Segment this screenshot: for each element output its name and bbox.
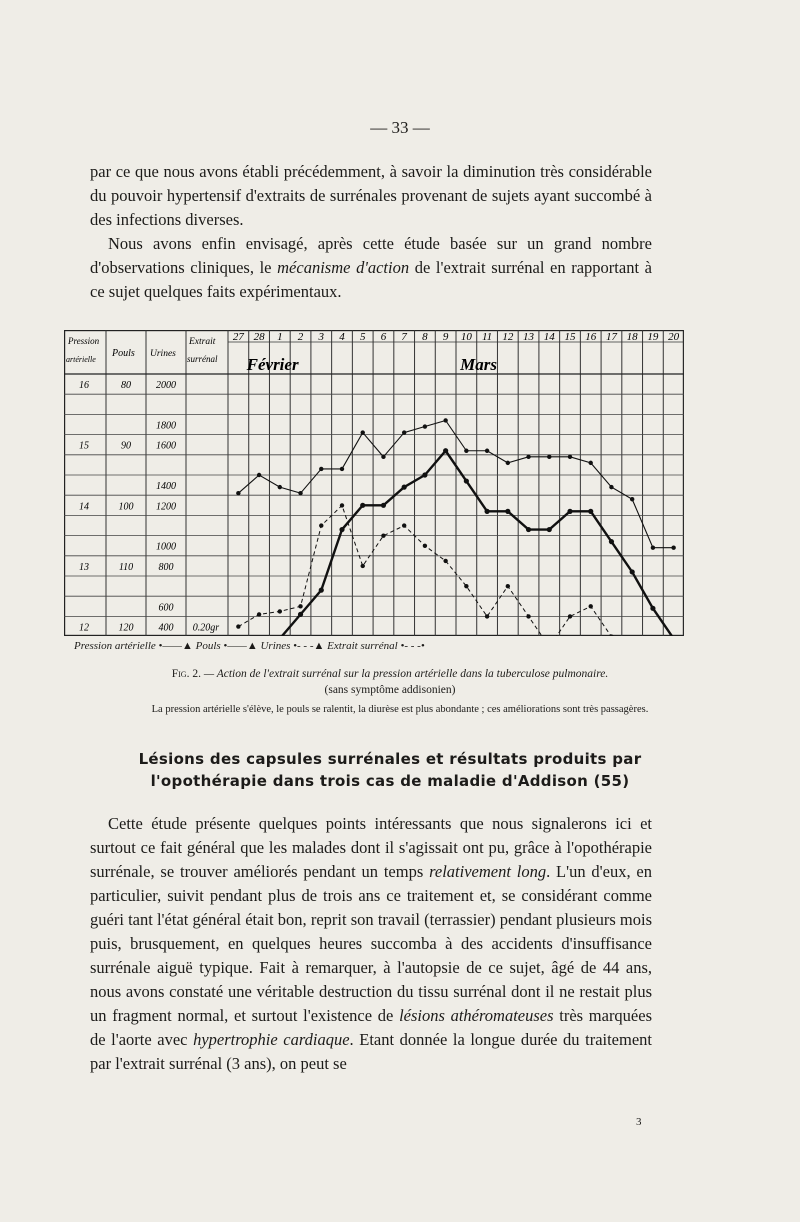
data-point [568,455,572,459]
section-heading: Lésions des capsules surrénales et résultats produits par l'opothérapie dans trois cas de maladie d'Addison (55) [138,750,642,790]
day-label: 10 [460,331,472,343]
data-point [443,559,447,563]
legend-urines: Urines [260,640,291,652]
day-label: 28 [253,331,265,343]
data-point [443,448,448,453]
data-point [505,509,510,514]
data-point [547,527,552,532]
data-point [589,461,593,465]
data-point [361,430,365,434]
data-point [547,455,551,459]
blood-pressure-chart [64,330,684,636]
paragraph-3-em1: relativement long [429,862,547,881]
footer-number: 3 [636,1116,642,1128]
data-point [589,604,593,608]
paragraph-2-b: de l'extrait surrénal en rapportant à ce sujet quelques faits expérimentaux. [90,258,652,301]
day-label: 4 [339,331,345,343]
data-point [485,449,489,453]
day-label: 20 [668,331,680,343]
data-point [298,491,302,495]
row-label-pression: 16 [79,380,89,392]
header-pression-2: artérielle [66,355,96,364]
data-point [319,467,323,471]
data-point [464,449,468,453]
figure-note: La pression artérielle s'élève, le pouls se ralentit, la diurèse est plus abondante ; ces améliorations sont très passagères. [151,704,649,715]
data-point [361,564,365,568]
row-label-pouls: 90 [121,440,131,452]
day-label: 1 [277,331,283,343]
day-label: 11 [481,331,493,343]
data-point [567,509,572,514]
data-point [381,503,386,508]
row-label-urines: 1400 [156,481,176,493]
row-label-pouls: 100 [118,501,134,513]
data-point [423,424,427,428]
data-point [506,461,510,465]
data-point [609,539,614,544]
header-urines: Urines [150,349,176,359]
figure-caption [70,668,710,680]
paragraph-1: par ce que nous avons établi précédemment, à savoir la diminution très considérable du pouvoir hypertensif d'extraits de surrénales provenant de sujets ayant succombé à des infections diverses. [90,162,652,229]
paragraph-3-b: . L'un d'eux, en particulier, suivit pendant plus de trois ans ce traitement et, se considérant comme guéri tant l'état général était bon, reprit son travail (terrassier) pendant plusieurs mois puis, brusquement, en quelques heures succomba à des accidents d'insuffisance surrénale aiguë typique. Fait à remarquer, à l'autopsie de ce sujet, âgé de 44 ans, nous avons constaté une véritable destruction du tissu surrénal dont il ne restait plus un fragment normal, et surtout l'existence de [90,862,652,1025]
data-point [381,534,385,538]
day-label: 9 [442,331,449,343]
data-point [630,497,634,501]
header-pression-1: Pression [68,336,100,346]
data-point [526,614,530,618]
figure-caption-sub: (sans symptôme addisonien) [324,684,456,696]
day-label: 15 [564,331,576,343]
row-label-extrait: 0.20gr [192,622,220,634]
day-label: 13 [523,331,535,343]
data-point [422,472,427,477]
header-extrait-2: surrénal [187,354,218,364]
data-point [630,569,635,574]
legend-pouls: Pouls [195,640,221,652]
day-label: 17 [605,331,617,343]
data-point [402,523,406,527]
row-label-urines: 1000 [156,541,176,553]
day-label: 16 [585,331,597,343]
day-label: 18 [626,331,638,343]
data-point [278,609,282,613]
legend-pression: Pression artérielle [74,640,156,652]
day-label: 8 [422,331,428,343]
data-point [298,604,302,608]
data-point [298,612,303,617]
day-label: 7 [401,331,407,343]
data-point [464,584,468,588]
data-point [402,485,407,490]
data-point [526,455,530,459]
data-point [360,503,365,508]
data-point [506,584,510,588]
row-label-pouls: 110 [118,561,134,573]
chart-legend: Pression artérielle •——▲ Pouls •——▲ Urines •- - -▲ Extrait surrénal •- - -• [74,640,425,652]
data-point [319,588,324,593]
data-point [319,523,323,527]
paragraph-2-em: mécanisme d'action [277,258,410,277]
row-label-urines: 1800 [156,420,176,432]
day-label: 19 [647,331,659,343]
paragraph-3-em2: lésions athéromateuses [399,1006,554,1025]
data-point [443,418,447,422]
paragraph-2-a: Nous avons enfin envisagé, après cette étude basée sur un grand nombre d'observations cliniques, le [90,234,652,277]
day-label: 5 [359,331,366,343]
data-point [568,614,572,618]
month-february: Février [246,355,299,374]
paragraph-3-c: très marquées de l'aorte avec [90,1006,653,1049]
header-extrait-1: Extrait [189,337,216,347]
day-label: 6 [380,331,387,343]
data-point [340,467,344,471]
row-label-urines: 2000 [156,380,176,392]
data-point [484,509,489,514]
legend-extrait: Extrait surrénal [327,640,398,652]
paragraph-2 [90,232,652,304]
data-point [651,546,655,550]
data-point [381,455,385,459]
header-pouls: Pouls [112,348,135,359]
row-label-pression: 13 [79,561,89,573]
day-label: 3 [318,331,325,343]
data-point [236,624,240,628]
paragraph-3 [90,812,652,1076]
row-label-urines: 800 [158,561,174,573]
row-label-pouls: 120 [118,622,134,634]
row-label-urines: 1200 [156,501,176,513]
data-point [257,612,261,616]
day-label: 14 [543,331,555,343]
data-point [402,430,406,434]
row-label-urines: 600 [158,602,174,614]
caption-label: Fig. 2. [171,668,201,680]
row-label-pression: 12 [79,622,89,634]
caption-text: — Action de l'extrait surrénal sur la pression artérielle dans la tuberculose pulmonaire. [200,668,609,680]
row-label-urines: 400 [158,622,174,634]
data-point [609,485,613,489]
data-point [526,527,531,532]
day-label: 12 [502,331,514,343]
paragraph-3-em3: hypertrophie cardiaque [193,1030,350,1049]
paragraph-3-d: . Etant donnée la longue durée du traitement par l'extrait surrénal (3 ans), on peut se [90,1030,652,1073]
data-point [278,485,282,489]
data-point [464,478,469,483]
data-point [650,606,655,611]
paragraph-3-a: Cette étude présente quelques points intéressants que nous signalerons ici et surtout ce fait général que les malades dont il s'agissait ont pu, grâce à l'opothérapie surrénale, se trouver améliorés pendant un temps [90,814,652,881]
data-point [236,491,240,495]
month-march: Mars [460,355,498,374]
data-point [671,546,675,550]
data-point [340,503,344,507]
row-label-pression: 14 [79,501,89,513]
row-label-pression: 15 [79,440,89,452]
day-label: 2 [297,331,304,343]
row-label-urines: 1600 [156,440,176,452]
data-point [339,527,344,532]
day-label: 27 [232,331,244,343]
data-point [423,544,427,548]
data-point [588,509,593,514]
row-label-pouls: 80 [121,380,131,392]
page-number: — 33 — [370,118,430,137]
data-point [257,473,261,477]
data-point [485,614,489,618]
